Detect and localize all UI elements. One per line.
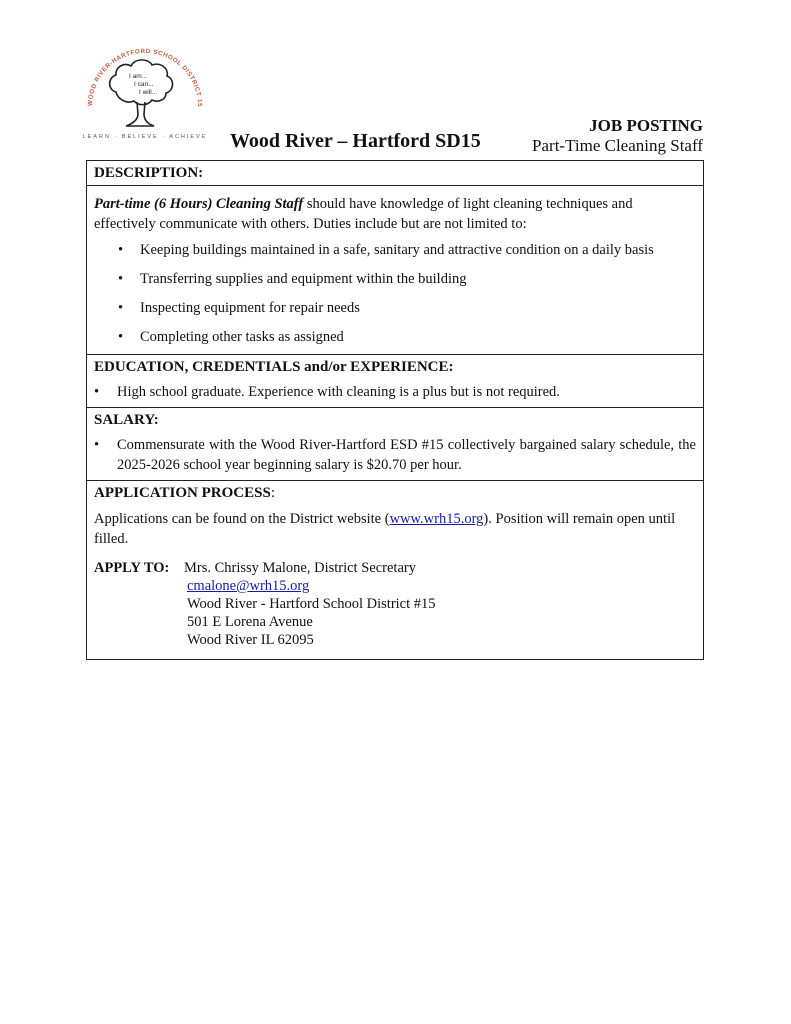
apply-to-block [94, 559, 696, 649]
description-heading: DESCRIPTION: [87, 164, 703, 186]
address-line: Wood River - Hartford School District #15 [187, 596, 436, 612]
address-line: Wood River IL 62095 [187, 632, 314, 648]
svg-text:I am... I can... I wil [129, 73, 157, 96]
bullet-icon: • [118, 329, 124, 345]
position-title: Part-Time Cleaning Staff [532, 136, 703, 155]
district-website-link[interactable]: www.wrh15.org [389, 511, 484, 527]
contact-email-link[interactable]: cmalone@wrh15.org [187, 578, 310, 594]
list-item: • High school graduate. Experience with cleaning is a plus but is not required. [94, 384, 560, 400]
apply-to-label: APPLY TO: [94, 560, 170, 576]
list-item: • Commensurate with the Wood River-Hartford ESD #15 collectively bargained salary schedule, the 2025-2026 school year beginning salary is $20.70 per hour. [94, 437, 696, 473]
application-text: Applications can be found on the District website (www.wrh15.org). Position will remain open until filled. [94, 511, 676, 547]
contact-name: Mrs. Chrissy Malone, District Secretary [184, 560, 416, 576]
bullet-icon: • [118, 271, 124, 287]
list-item: • Transferring supplies and equipment within the building [118, 271, 467, 287]
position-emphasis: Part-time (6 Hours) Cleaning Staff [94, 196, 304, 212]
salary-section [87, 407, 703, 480]
job-posting-label: JOB POSTING [589, 116, 703, 135]
logo-motto: LEARN · BELIEVE · ACHIEVE [82, 134, 208, 140]
district-logo [74, 40, 212, 144]
application-heading: APPLICATION PROCESS: [94, 485, 276, 501]
district-name: Wood River – Hartford SD15 [230, 130, 481, 152]
education-heading: EDUCATION, CREDENTIALS and/or EXPERIENCE: [94, 359, 454, 375]
application-section [87, 480, 703, 659]
description-lead [94, 194, 696, 234]
logo-tree-line-2: I can... [134, 81, 154, 88]
logo-ring-text: WOOD RIVER-HARTFORD SCHOOL DISTRICT 15 [86, 47, 204, 108]
job-posting-table [86, 160, 704, 660]
list-item: • Keeping buildings maintained in a safe, sanitary and attractive condition on a daily basis [118, 242, 654, 258]
bullet-icon: • [118, 242, 124, 258]
list-item: • Inspecting equipment for repair needs [118, 300, 360, 316]
education-section [87, 354, 703, 407]
bullet-icon: • [94, 384, 100, 400]
logo-tree-line-3: I will... [139, 89, 158, 96]
description-section [87, 161, 703, 354]
bullet-icon: • [94, 437, 100, 453]
salary-heading: SALARY: [94, 412, 159, 428]
address-line: 501 E Lorena Avenue [187, 614, 313, 630]
logo-tree-line-1: I am... [129, 73, 148, 80]
duties-list [94, 240, 696, 347]
list-item: • Completing other tasks as assigned [118, 329, 344, 345]
bullet-icon: • [118, 300, 124, 316]
description-lead-text: should have knowledge of light cleaning techniques and effectively communicate with others. Duties include but are not limited to: [94, 196, 633, 232]
